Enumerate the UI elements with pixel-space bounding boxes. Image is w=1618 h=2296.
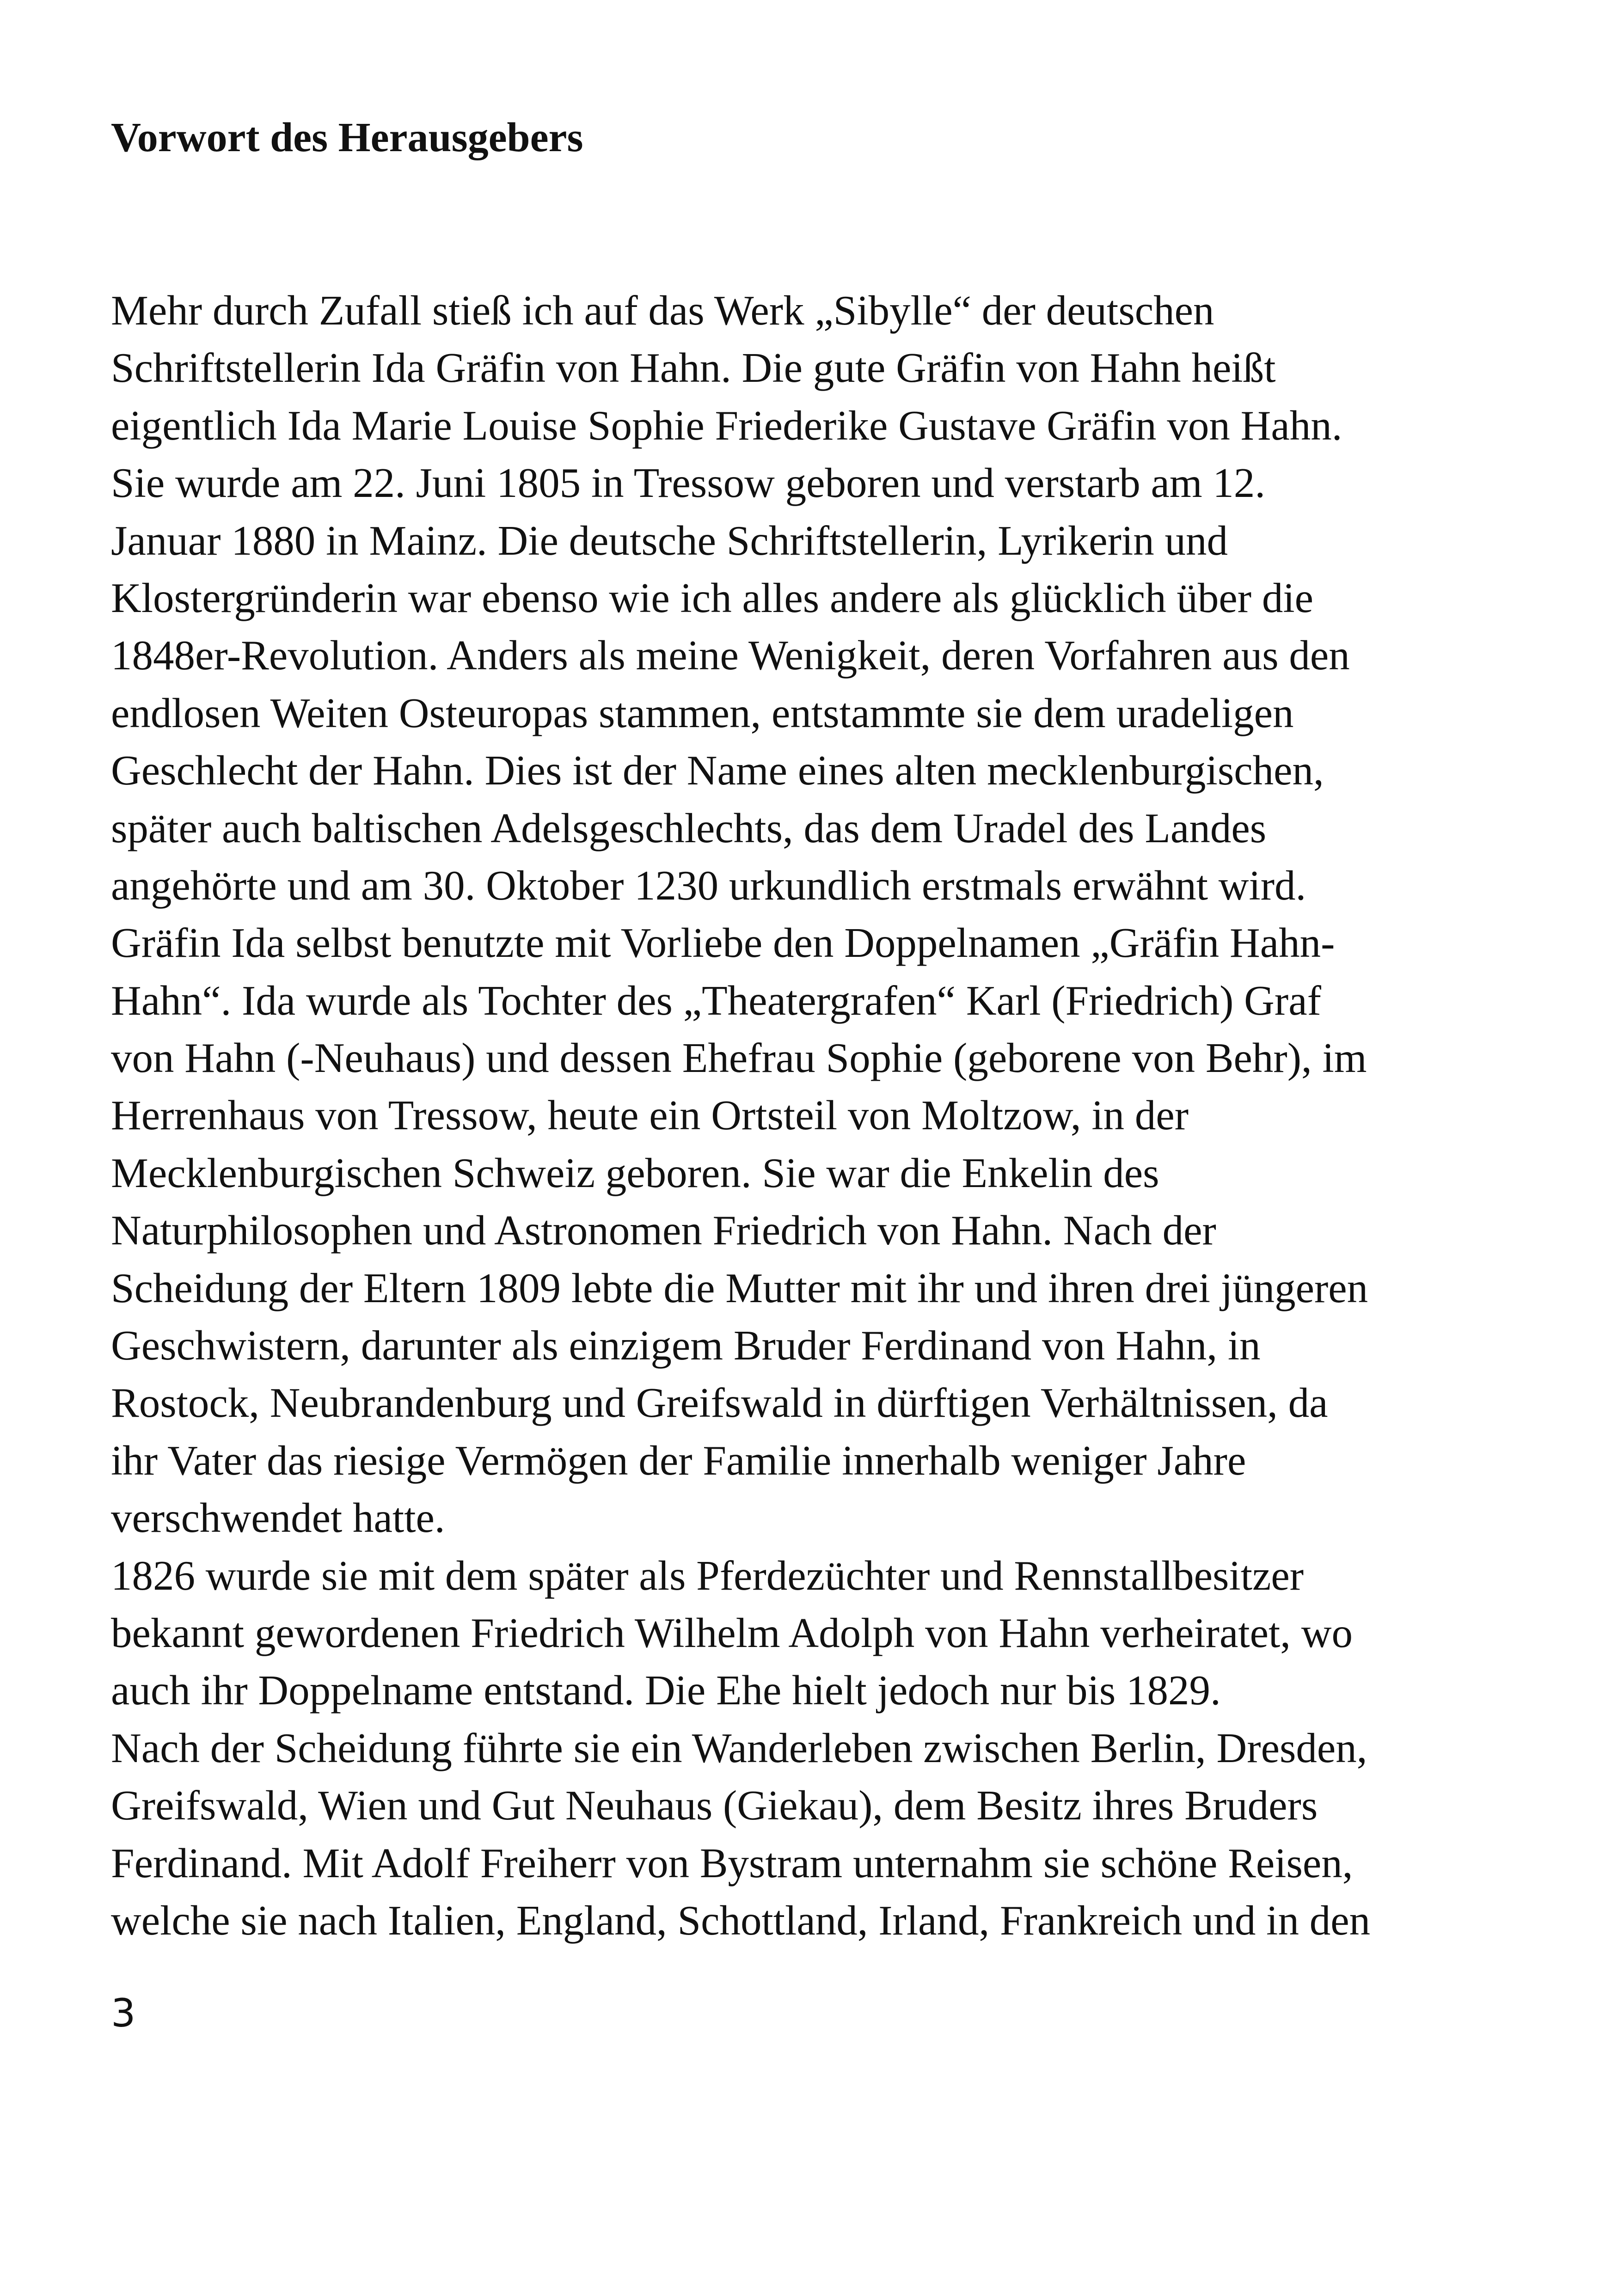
text-line: auch ihr Doppelname entstand. Die Ehe hielt jedoch nur bis 1829. xyxy=(111,1667,1221,1714)
text-line: Herrenhaus von Tressow, heute ein Ortsteil von Moltzow, in der xyxy=(111,1092,1189,1139)
page-heading: Vorwort des Herausgebers xyxy=(111,115,583,160)
text-line: Nach der Scheidung führte sie ein Wanderleben zwischen Berlin, Dresden, xyxy=(111,1724,1367,1771)
text-line: Greifswald, Wien und Gut Neuhaus (Giekau), dem Besitz ihres Bruders xyxy=(111,1782,1318,1829)
text-line: verschwendet hatte. xyxy=(111,1494,445,1542)
text-line: Rostock, Neubrandenburg und Greifswald in dürftigen Verhältnissen, da xyxy=(111,1379,1328,1427)
text-line: Geschlecht der Hahn. Dies ist der Name eines alten mecklenburgischen, xyxy=(111,747,1324,794)
text-line: Gräfin Ida selbst benutzte mit Vorliebe den Doppelnamen „Gräfin Hahn- xyxy=(111,919,1335,967)
text-line: Januar 1880 in Mainz. Die deutsche Schriftstellerin, Lyrikerin und xyxy=(111,517,1228,564)
text-line: welche sie nach Italien, England, Schottland, Irland, Frankreich und in den xyxy=(111,1897,1371,1944)
text-line: Schriftstellerin Ida Gräfin von Hahn. Die gute Gräfin von Hahn heißt xyxy=(111,344,1276,392)
text-line: Mehr durch Zufall stieß ich auf das Werk „Sibylle“ der deutschen xyxy=(111,287,1214,334)
text-line: Scheidung der Eltern 1809 lebte die Mutter mit ihr und ihren drei jüngeren xyxy=(111,1264,1368,1311)
body-text xyxy=(111,282,1526,1949)
text-line: bekannt gewordenen Friedrich Wilhelm Adolph von Hahn verheiratet, wo xyxy=(111,1609,1353,1656)
text-line: ihr Vater das riesige Vermögen der Familie innerhalb weniger Jahre xyxy=(111,1437,1246,1484)
text-line: 1826 wurde sie mit dem später als Pferdezüchter und Rennstallbesitzer xyxy=(111,1552,1304,1599)
text-line: Sie wurde am 22. Juni 1805 in Tressow geboren und verstarb am 12. xyxy=(111,459,1266,507)
text-line: endlosen Weiten Osteuropas stammen, entstammte sie dem uradeligen xyxy=(111,689,1294,736)
text-line: eigentlich Ida Marie Louise Sophie Friederike Gustave Gräfin von Hahn. xyxy=(111,402,1342,449)
text-line: Mecklenburgischen Schweiz geboren. Sie war die Enkelin des xyxy=(111,1149,1159,1196)
text-line: später auch baltischen Adelsgeschlechts, das dem Uradel des Landes xyxy=(111,804,1267,851)
text-line: von Hahn (-Neuhaus) und dessen Ehefrau Sophie (geborene von Behr), im xyxy=(111,1035,1367,1082)
text-line: angehörte und am 30. Oktober 1230 urkundlich erstmals erwähnt wird. xyxy=(111,862,1306,909)
text-line: Naturphilosophen und Astronomen Friedrich von Hahn. Nach der xyxy=(111,1207,1216,1254)
text-line: Ferdinand. Mit Adolf Freiherr von Bystram unternahm sie schöne Reisen, xyxy=(111,1839,1353,1886)
text-line: 1848er-Revolution. Anders als meine Wenigkeit, deren Vorfahren aus den xyxy=(111,632,1350,679)
text-line: Hahn“. Ida wurde als Tochter des „Theatergrafen“ Karl (Friedrich) Graf xyxy=(111,977,1321,1024)
text-line: Geschwistern, darunter als einzigem Bruder Ferdinand von Hahn, in xyxy=(111,1322,1261,1369)
text-line: Klostergründerin war ebenso wie ich alles andere als glücklich über die xyxy=(111,574,1314,621)
page-number: 3 xyxy=(111,1990,136,2036)
